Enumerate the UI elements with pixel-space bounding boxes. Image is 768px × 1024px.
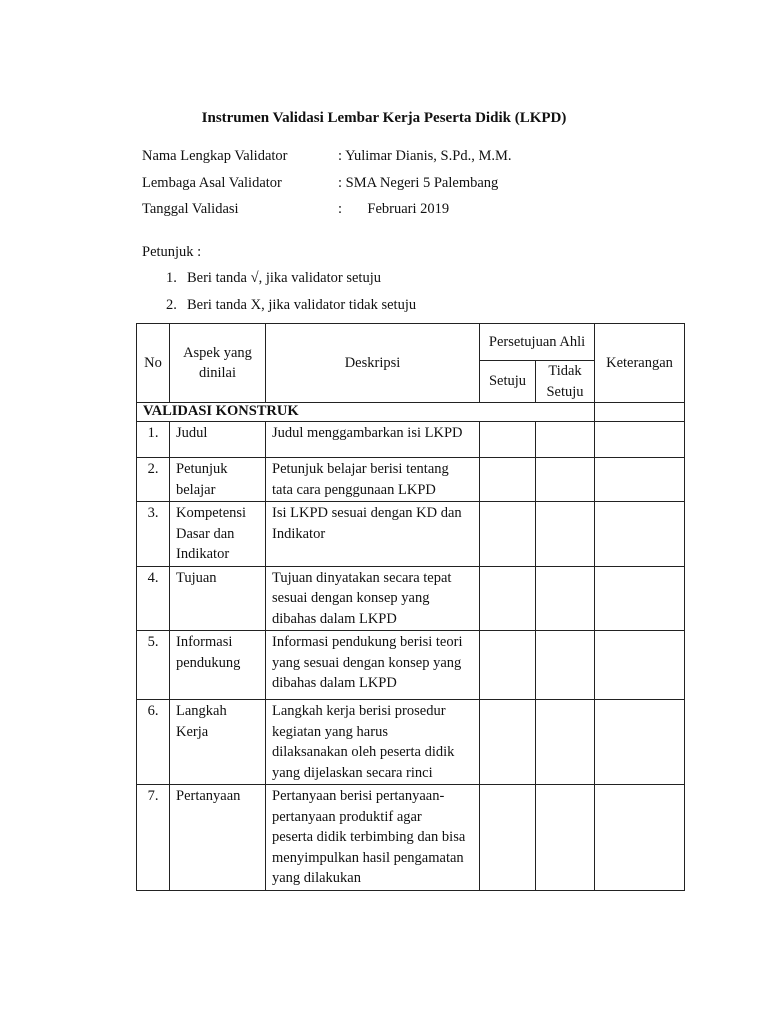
setuju-cell[interactable] [480,566,536,631]
row-deskripsi: Petunjuk belajar berisi tentang tata cara penggunaan LKPD [266,458,480,502]
setuju-cell[interactable] [480,422,536,458]
row-aspek: Judul [170,422,266,458]
info-label: Lembaga Asal Validator [142,174,282,191]
row-no: 7. [137,785,170,891]
tidak-setuju-cell[interactable] [536,566,595,631]
row-no: 1. [137,422,170,458]
keterangan-cell[interactable] [595,458,685,502]
row-deskripsi: Tujuan dinyatakan secara tepat sesuai dengan konsep yang dibahas dalam LKPD [266,566,480,631]
info-row-institution [142,175,511,202]
info-value: : Februari 2019 [338,201,450,217]
empty-cell [595,403,685,422]
tidak-setuju-cell[interactable] [536,785,595,891]
row-deskripsi: Langkah kerja berisi prosedur kegiatan yang harus dilaksanakan oleh peserta didik yang dijelaskan secara rinci [266,700,480,785]
header-aspek: Aspek yang dinilai [170,324,266,403]
row-deskripsi: Judul menggambarkan isi LKPD [266,422,480,458]
table-row [137,631,685,700]
header-tidak-setuju: Tidak Setuju [536,361,595,403]
row-no: 5. [137,631,170,700]
info-value: : SMA Negeri 5 Palembang [338,174,499,191]
header-setuju: Setuju [480,361,536,403]
instruction-text: Beri tanda √, jika validator setuju [187,270,381,286]
row-no: 6. [137,700,170,785]
setuju-cell[interactable] [480,785,536,891]
header-row [137,324,685,361]
instruction-item [166,270,381,287]
row-no: 2. [137,458,170,502]
instruction-number: 1. [166,270,177,286]
info-row-name [142,148,511,175]
row-aspek: Kompetensi Dasar dan Indikator [170,502,266,567]
table-row [137,785,685,891]
row-aspek: Langkah Kerja [170,700,266,785]
row-deskripsi: Pertanyaan berisi pertanyaan- pertanyaan produktif agar peserta didik terbimbing dan bisa menyimpulkan hasil pengamatan yang dilakukan [266,785,480,891]
instructions-heading: Petunjuk : [142,244,202,260]
tidak-setuju-cell[interactable] [536,502,595,567]
header-persetujuan: Persetujuan Ahli [480,324,595,361]
header-no: No [137,324,170,403]
info-label: Tanggal Validasi [142,201,239,217]
table-row [137,458,685,502]
keterangan-cell[interactable] [595,785,685,891]
keterangan-cell[interactable] [595,566,685,631]
header-keterangan: Keterangan [595,324,685,403]
validator-info [142,148,511,228]
row-aspek: Tujuan [170,566,266,631]
tidak-setuju-cell[interactable] [536,700,595,785]
row-aspek: Pertanyaan [170,785,266,891]
instruction-text: Beri tanda X, jika validator tidak setuju [187,297,417,313]
header-deskripsi: Deskripsi [266,324,480,403]
table-row [137,566,685,631]
validation-table [136,323,685,891]
setuju-cell[interactable] [480,458,536,502]
tidak-setuju-cell[interactable] [536,422,595,458]
row-deskripsi: Informasi pendukung berisi teori yang sesuai dengan konsep yang dibahas dalam LKPD [266,631,480,700]
setuju-cell[interactable] [480,631,536,700]
table-row [137,502,685,567]
row-aspek: Petunjuk belajar [170,458,266,502]
instruction-number: 2. [166,297,177,313]
tidak-setuju-cell[interactable] [536,631,595,700]
row-no: 3. [137,502,170,567]
table-row [137,422,685,458]
row-no: 4. [137,566,170,631]
section-label: VALIDASI KONSTRUK [137,403,595,422]
row-deskripsi: Isi LKPD sesuai dengan KD dan Indikator [266,502,480,567]
info-value: : Yulimar Dianis, S.Pd., M.M. [338,148,512,164]
keterangan-cell[interactable] [595,631,685,700]
keterangan-cell[interactable] [595,700,685,785]
setuju-cell[interactable] [480,502,536,567]
section-row [137,403,685,422]
keterangan-cell[interactable] [595,422,685,458]
info-label: Nama Lengkap Validator [142,148,288,164]
document-title: Instrumen Validasi Lembar Kerja Peserta Didik (LKPD) [201,110,567,126]
setuju-cell[interactable] [480,700,536,785]
instruction-item [166,297,416,314]
info-row-date [142,201,511,228]
row-aspek: Informasi pendukung [170,631,266,700]
table-row [137,700,685,785]
tidak-setuju-cell[interactable] [536,458,595,502]
keterangan-cell[interactable] [595,502,685,567]
